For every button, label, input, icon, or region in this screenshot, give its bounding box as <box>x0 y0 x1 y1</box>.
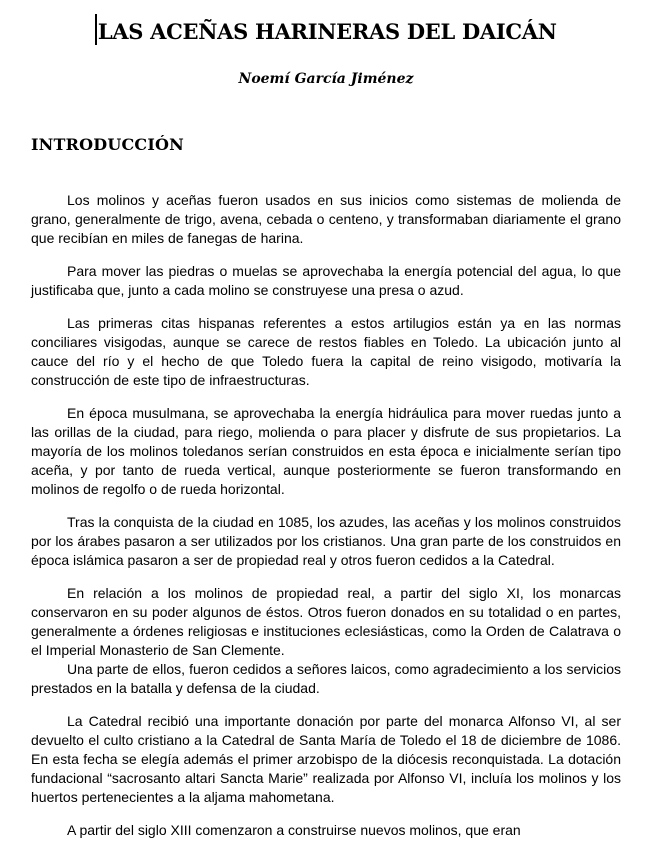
document-title <box>31 14 621 49</box>
document-body <box>31 191 621 840</box>
document-title-text: LAS ACEÑAS HARINERAS DEL DAICÁN <box>97 19 557 44</box>
paragraph: En relación a los molinos de propiedad real, a partir del siglo XI, los monarcas conservaron en su poder algunos de éstos. Otros fueron donados en su totalidad o en partes, generalmente a órdenes religiosas e instituciones eclesiásticas, como la Orden de Calatrava o el Imperial Monasterio de San Clemente. <box>31 585 621 658</box>
paragraph: Las primeras citas hispanas referentes a estos artilugios están ya en las normas conciliares visigodas, aunque se carece de restos fiables en Toledo. La ubicación junto al cauce del río y el hecho de que Toledo fuera la capital de reino visigodo, motivaría la construcción de este tipo de infraestructuras. <box>31 315 621 388</box>
paragraph: En época musulmana, se aprovechaba la energía hidráulica para mover ruedas junto a las orillas de la ciudad, para riego, molienda o para placer y disfrute de sus propietarios. La mayoría de los molinos toledanos serían construidos en esta época e inicialmente serían tipo aceña, y por tanto de rueda vertical, aunque posteriormente se fueron transformando en molinos de regolfo o de rueda horizontal. <box>31 405 621 497</box>
paragraph: La Catedral recibió una importante donación por parte del monarca Alfonso VI, al ser devuelto el culto cristiano a la Catedral de Santa María de Toledo el 18 de diciembre de 1086. En esta fecha se elegía además el primer arzobispo de la diócesis reconquistada. La dotación fundacional “sacrosanto altari Sancta Marie” realizada por Alfonso VI, incluía los molinos y los huertos pertenecientes a la aljama mahometana. <box>31 713 621 805</box>
paragraph: Tras la conquista de la ciudad en 1085, los azudes, las aceñas y los molinos construidos por los árabes pasaron a ser utilizados por los cristianos. Una gran parte de los construidos en época islámica pasaron a ser de propiedad real y otros fueron cedidos a la Catedral. <box>31 514 621 568</box>
paragraph: A partir del siglo XIII comenzaron a construirse nuevos molinos, que eran <box>67 822 521 838</box>
author-byline: Noemí García Jiménez <box>238 71 414 87</box>
text-cursor <box>95 14 97 45</box>
section-heading: INTRODUCCIÓN <box>31 135 184 154</box>
paragraph: Una parte de ellos, fueron cedidos a señores laicos, como agradecimiento a los servicios prestados en la batalla y defensa de la ciudad. <box>31 661 621 696</box>
paragraph: Los molinos y aceñas fueron usados en sus inicios como sistemas de molienda de grano, generalmente de trigo, avena, cebada o centeno, y transformaban diariamente el grano que recibían en miles de fanegas de harina. <box>31 192 621 246</box>
paragraph: Para mover las piedras o muelas se aprovechaba la energía potencial del agua, lo que justificaba que, junto a cada molino se construyese una presa o azud. <box>31 263 621 298</box>
